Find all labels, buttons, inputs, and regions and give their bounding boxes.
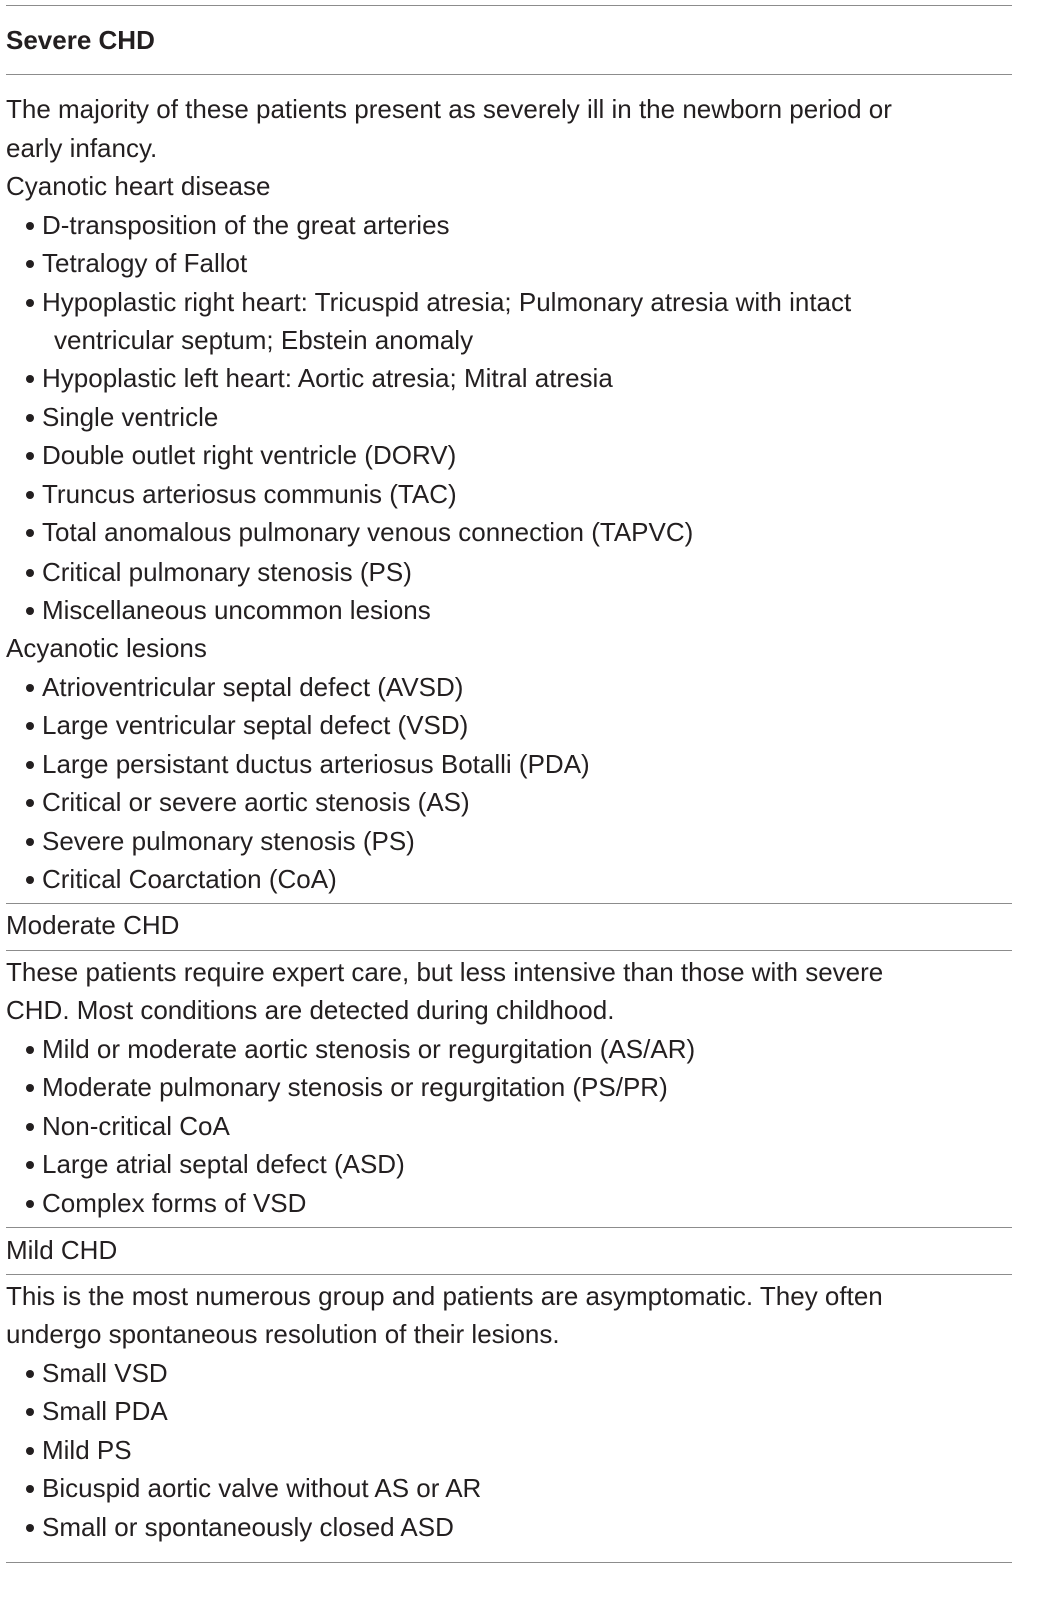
top-rule — [6, 5, 1012, 6]
bullet-icon — [26, 1046, 34, 1054]
header-rule — [6, 74, 1012, 75]
bottom-rule — [6, 1562, 1012, 1563]
section-rule — [6, 1227, 1012, 1228]
bullet-icon — [26, 491, 34, 499]
moderate-heading: Moderate CHD — [6, 910, 180, 940]
section-rule — [6, 950, 1012, 951]
list-item: Bicuspid aortic valve without AS or AR — [26, 1469, 481, 1507]
moderate-intro-line-1: These patients require expert care, but less intensive than those with severe — [6, 957, 884, 987]
list-item: Severe pulmonary stenosis (PS) — [26, 822, 415, 860]
mild-intro-line-2: undergo spontaneous resolution of their lesions. — [6, 1319, 560, 1349]
list-item: Mild or moderate aortic stenosis or regurgitation (AS/AR) — [26, 1030, 695, 1068]
bullet-icon — [26, 222, 34, 230]
bullet-icon — [26, 838, 34, 846]
bullet-icon — [26, 1123, 34, 1131]
bullet-icon — [26, 722, 34, 730]
list-item: Critical or severe aortic stenosis (AS) — [26, 783, 470, 821]
bullet-icon — [26, 299, 34, 307]
list-item: Total anomalous pulmonary venous connection (TAPVC) — [26, 513, 693, 551]
list-item: Large persistant ductus arteriosus Botalli (PDA) — [26, 745, 590, 783]
bullet-icon — [26, 1485, 34, 1493]
list-item: Miscellaneous uncommon lesions — [26, 591, 431, 629]
bullet-icon — [26, 569, 34, 577]
bullet-icon — [26, 1200, 34, 1208]
list-item: Critical pulmonary stenosis (PS) — [26, 553, 412, 591]
list-item: Double outlet right ventricle (DORV) — [26, 436, 456, 474]
list-item: Hypoplastic right heart: Tricuspid atresia; Pulmonary atresia with intact — [26, 283, 851, 321]
list-item: Complex forms of VSD — [26, 1184, 306, 1222]
severe-intro-line-2: early infancy. — [6, 133, 158, 163]
bullet-icon — [26, 452, 34, 460]
bullet-icon — [26, 1408, 34, 1416]
bullet-icon — [26, 876, 34, 884]
severe-intro-line-1: The majority of these patients present as severely ill in the newborn period or — [6, 94, 892, 124]
bullet-icon — [26, 375, 34, 383]
list-item: D-transposition of the great arteries — [26, 206, 450, 244]
list-item: Mild PS — [26, 1431, 132, 1469]
bullet-icon — [26, 799, 34, 807]
bullet-icon — [26, 1370, 34, 1378]
mild-heading: Mild CHD — [6, 1235, 118, 1265]
list-item: Critical Coarctation (CoA) — [26, 860, 337, 898]
section-rule — [6, 903, 1012, 904]
bullet-icon — [26, 607, 34, 615]
list-item-continuation: ventricular septum; Ebstein anomaly — [54, 325, 474, 355]
list-item: Non-critical CoA — [26, 1107, 230, 1145]
bullet-icon — [26, 1447, 34, 1455]
mild-intro-line-1: This is the most numerous group and patients are asymptomatic. They often — [6, 1281, 883, 1311]
list-item: Moderate pulmonary stenosis or regurgitation (PS/PR) — [26, 1068, 668, 1106]
list-item: Small VSD — [26, 1354, 168, 1392]
moderate-intro-line-2: CHD. Most conditions are detected during childhood. — [6, 995, 615, 1025]
bullet-icon — [26, 414, 34, 422]
list-item: Truncus arteriosus communis (TAC) — [26, 475, 457, 513]
bullet-icon — [26, 1084, 34, 1092]
list-item: Atrioventricular septal defect (AVSD) — [26, 668, 463, 706]
list-item: Hypoplastic left heart: Aortic atresia; Mitral atresia — [26, 359, 613, 397]
section-rule — [6, 1274, 1012, 1275]
bullet-icon — [26, 260, 34, 268]
list-item: Large ventricular septal defect (VSD) — [26, 706, 468, 744]
list-item: Small or spontaneously closed ASD — [26, 1508, 454, 1546]
table-title: Severe CHD — [6, 25, 155, 55]
acyanotic-heading: Acyanotic lesions — [6, 633, 207, 663]
cyanotic-heading: Cyanotic heart disease — [6, 171, 271, 201]
bullet-icon — [26, 1524, 34, 1532]
bullet-icon — [26, 529, 34, 537]
list-item: Small PDA — [26, 1392, 168, 1430]
list-item: Tetralogy of Fallot — [26, 244, 247, 282]
bullet-icon — [26, 761, 34, 769]
list-item: Large atrial septal defect (ASD) — [26, 1145, 405, 1183]
list-item: Single ventricle — [26, 398, 218, 436]
bullet-icon — [26, 684, 34, 692]
bullet-icon — [26, 1161, 34, 1169]
